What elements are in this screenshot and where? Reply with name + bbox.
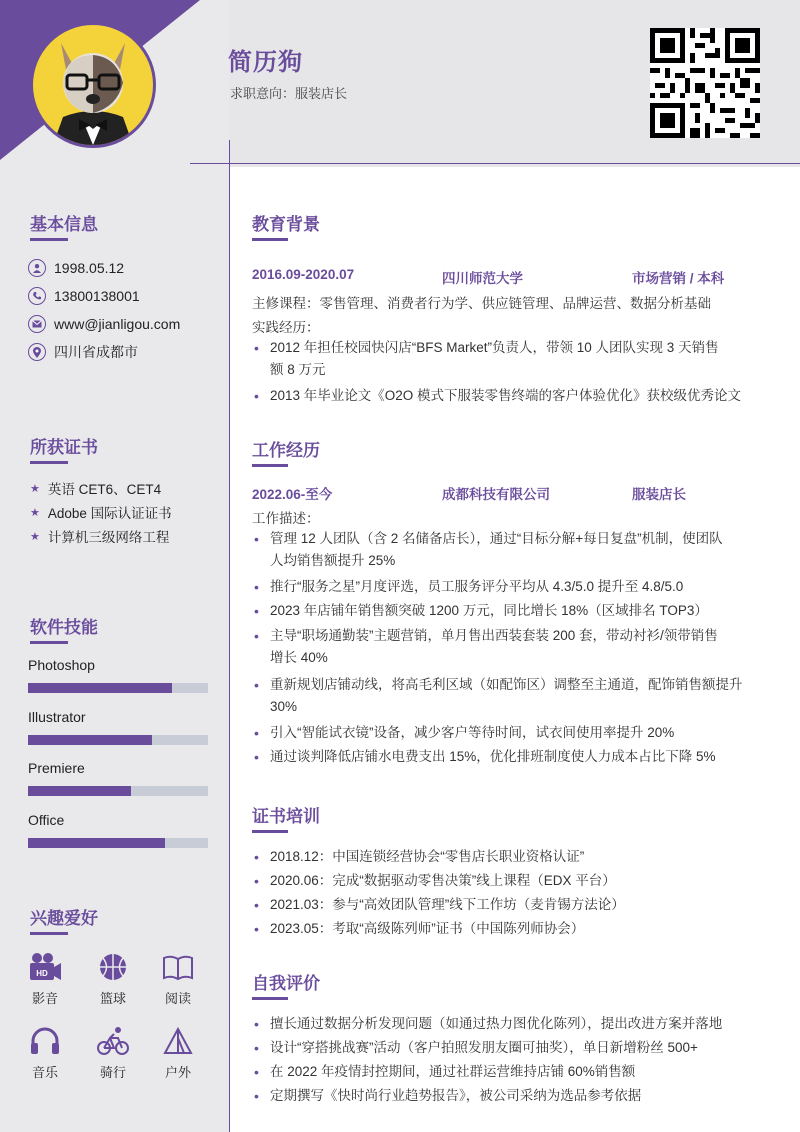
star-icon: ★ xyxy=(30,506,40,519)
training-item: • 2018.12：中国连锁经营协会“零售店长职业资格认证” xyxy=(254,846,764,868)
education-title: 教育背景 xyxy=(252,215,320,234)
email-address: www@jianligou.com xyxy=(54,316,181,332)
skill-name-photoshop: Photoshop xyxy=(28,657,95,673)
work-item: • 推行“服务之星”月度评选，员工服务评分平均从 4.3/5.0 提升至 4.8/5.0 xyxy=(254,576,764,598)
basketball-icon xyxy=(98,952,128,982)
practice-label: 实践经历： xyxy=(252,320,320,335)
hobbies-title: 兴趣爱好 xyxy=(30,909,98,928)
work-underline xyxy=(252,464,288,467)
skill-bar-fill xyxy=(28,838,165,848)
skill-bar-fill xyxy=(28,683,172,693)
self-eval-item: • 设计“穿搭挑战赛”活动（客户拍照发朋友圈可抽奖），单日新增粉丝 500+ xyxy=(254,1037,764,1059)
cert-item: ★ 计算机三级网络工程 xyxy=(30,530,170,545)
tent-icon xyxy=(162,1026,194,1056)
phone-number: 13800138001 xyxy=(54,288,140,304)
work-item: • 2023 年店铺年销售额突破 1200 万元，同比增长 18%（区域排名 TOP3） xyxy=(254,600,764,622)
education-school: 四川师范大学 xyxy=(442,271,523,286)
work-item: • 通过谈判降低店铺水电费支出 15%，优化排班制度使人力成本占比下降 5% xyxy=(254,746,764,768)
hobbies-underline xyxy=(30,932,68,935)
skill-name-premiere: Premiere xyxy=(28,760,85,776)
cert-item: ★ 英语 CET6、CET4 xyxy=(30,482,162,497)
skills-underline xyxy=(30,641,68,644)
self-eval-item: • 擅长通过数据分析发现问题（如通过热力图优化陈列），提出改进方案并落地 xyxy=(254,1013,764,1035)
training-underline xyxy=(252,830,288,833)
mail-icon xyxy=(28,315,46,333)
skill-bar-premiere xyxy=(28,786,208,796)
phone-icon xyxy=(28,287,46,305)
self-eval-underline xyxy=(252,997,288,1000)
education-courses: 主修课程：零售管理、消费者行为学、供应链管理、品牌运营、数据分析基础 xyxy=(252,296,711,311)
self-eval-item: • 定期撰写《快时尚行业趋势报告》，被公司采纳为选品参考依据 xyxy=(254,1085,764,1107)
hobby-music: 音乐 xyxy=(20,1026,70,1081)
person-icon xyxy=(28,259,46,277)
training-title: 证书培训 xyxy=(252,807,320,826)
basic-info-underline xyxy=(30,238,68,241)
candidate-name: 简历狗 xyxy=(228,49,303,76)
star-icon: ★ xyxy=(30,530,40,543)
hobby-outdoor: 户外 xyxy=(153,1026,203,1081)
cert-item: ★ Adobe 国际认证证书 xyxy=(30,506,172,521)
training-item: • 2020.06：完成“数据驱动零售决策”线上课程（EDX 平台） xyxy=(254,870,764,892)
hobby-movies: HD 影音 xyxy=(20,952,70,1007)
work-item: • 引入“智能试衣镜”设备，减少客户等待时间，试衣间使用率提升 20% xyxy=(254,722,764,744)
training-item: • 2023.05：考取“高级陈列师”证书（中国陈列师协会） xyxy=(254,918,764,940)
headphones-icon xyxy=(29,1026,61,1056)
education-period: 2016.09-2020.07 xyxy=(252,267,355,282)
work-title: 工作经历 xyxy=(252,441,320,460)
video-icon xyxy=(28,952,62,982)
bicycle-icon xyxy=(96,1026,130,1056)
location-row xyxy=(28,342,138,362)
self-eval-title: 自我评价 xyxy=(252,974,320,993)
skill-bar-fill xyxy=(28,786,131,796)
certs-title: 所获证书 xyxy=(30,438,98,457)
star-icon: ★ xyxy=(30,482,40,495)
location-text: 四川省成都市 xyxy=(54,344,138,360)
training-item: • 2021.03：参与“高效团队管理”线下工作坊（麦肯锡方法论） xyxy=(254,894,764,916)
email-row xyxy=(28,314,180,334)
hobby-reading: 阅读 xyxy=(153,952,203,1007)
skills-title: 软件技能 xyxy=(30,618,98,637)
dog-avatar-icon xyxy=(33,25,153,145)
certs-underline xyxy=(30,461,68,464)
work-item: • 管理 12 人团队（含 2 名储备店长），通过“目标分解+每日复盘”机制，使团队 人均销售额提升 25% xyxy=(254,528,764,572)
phone-row xyxy=(28,286,140,306)
birth-row xyxy=(28,258,124,278)
education-major: 市场营销 / 本科 xyxy=(632,271,725,286)
basic-info-title: 基本信息 xyxy=(30,215,98,234)
hobby-basketball: 篮球 xyxy=(88,952,138,1007)
job-intent: 求职意向：服装店长 xyxy=(230,86,348,101)
work-company: 成都科技有限公司 xyxy=(442,487,550,502)
education-underline xyxy=(252,238,288,241)
column-divider xyxy=(229,140,230,1132)
svg-text:HD: HD xyxy=(36,969,48,978)
avatar xyxy=(30,22,156,148)
practice-item: • 2013 年毕业论文《O2O 模式下服装零售终端的客户体验优化》获校级优秀论文 xyxy=(254,385,764,407)
work-period: 2022.06-至今 xyxy=(252,487,333,502)
skill-bar-illustrator xyxy=(28,735,208,745)
self-eval-item: • 在 2022 年疫情封控期间，通过社群运营维持店铺 60%销售额 xyxy=(254,1061,764,1083)
hobby-cycling: 骑行 xyxy=(88,1026,138,1081)
work-position: 服装店长 xyxy=(632,487,686,502)
skill-bar-photoshop xyxy=(28,683,208,693)
skill-name-illustrator: Illustrator xyxy=(28,709,86,725)
skill-bar-fill xyxy=(28,735,152,745)
qr-code-icon xyxy=(650,28,760,138)
practice-item: • 2012 年担任校园快闪店“BFS Market”负责人，带领 10 人团队实现 3 天销售 额 8 万元 xyxy=(254,337,764,381)
birth-date: 1998.05.12 xyxy=(54,260,125,276)
header-divider xyxy=(190,163,800,164)
book-icon xyxy=(162,952,194,982)
skill-name-office: Office xyxy=(28,812,65,828)
location-pin-icon xyxy=(28,343,46,361)
skill-bar-office xyxy=(28,838,208,848)
work-item: • 主导“职场通勤装”主题营销，单月售出西装套装 200 套，带动衬衫/领带销售 增长 40% xyxy=(254,625,764,669)
work-item: • 重新规划店铺动线，将高毛利区域（如配饰区）调整至主通道，配饰销售额提升 30% xyxy=(254,674,764,718)
work-desc-label: 工作描述： xyxy=(252,511,320,526)
